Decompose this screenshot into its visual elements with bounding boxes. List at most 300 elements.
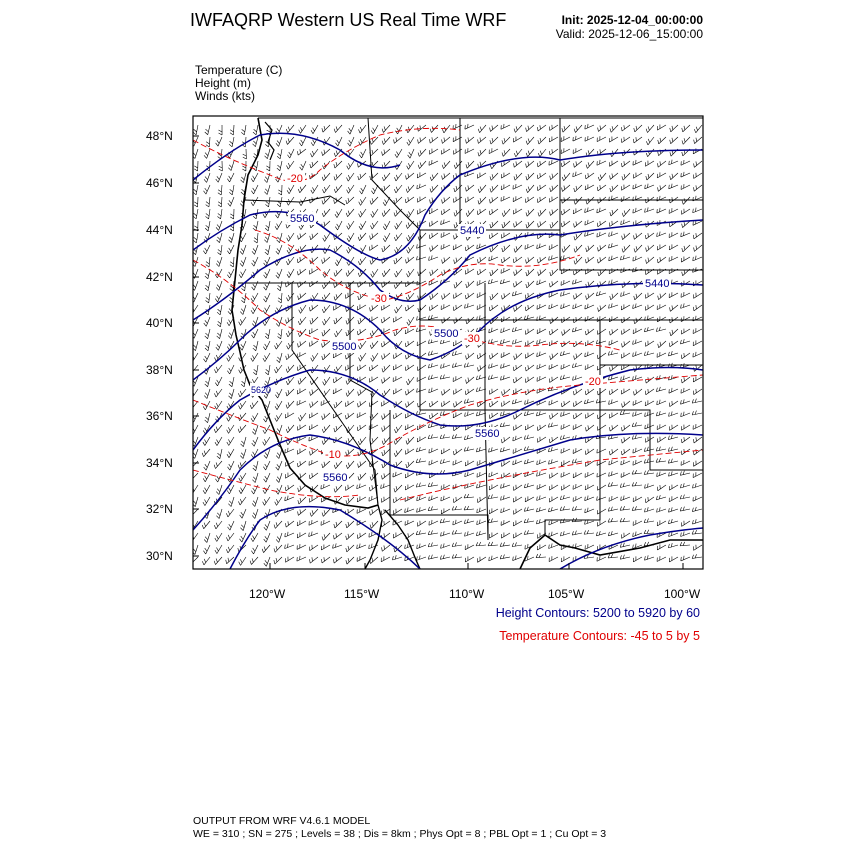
wind-barb — [632, 170, 642, 178]
wind-barb — [370, 207, 378, 217]
wind-barb — [608, 446, 618, 455]
wind-barb — [571, 278, 582, 284]
wind-barb — [465, 159, 474, 169]
wind-barb — [284, 410, 294, 418]
wind-barb — [440, 314, 450, 323]
wind-barb — [391, 554, 402, 560]
wind-barb — [214, 267, 222, 277]
wind-barb — [619, 554, 630, 560]
wind-barb — [584, 254, 594, 263]
wind-barb — [440, 398, 450, 407]
wind-barb — [499, 122, 510, 129]
wind-barb — [535, 458, 546, 465]
wind-barb — [205, 209, 210, 219]
wind-barb — [252, 460, 258, 471]
wind-barb — [668, 230, 678, 238]
wind-barb — [357, 471, 366, 481]
wind-barb — [285, 423, 294, 433]
wind-barb — [488, 219, 498, 229]
wind-barb — [368, 554, 378, 563]
wind-barb — [321, 291, 330, 301]
wind-barb — [523, 458, 534, 464]
wind-barb — [283, 494, 294, 501]
wind-barb — [547, 506, 558, 512]
wind-barb — [380, 470, 390, 479]
wind-barb — [451, 362, 462, 368]
wind-barb — [620, 386, 630, 394]
wind-barb — [284, 554, 294, 562]
wind-barb — [571, 458, 582, 464]
wind-barb — [633, 243, 642, 253]
wind-barb — [488, 291, 498, 301]
wind-barb — [476, 458, 486, 466]
wind-barb — [321, 531, 330, 541]
wind-barb — [320, 146, 330, 155]
wind-barb — [668, 326, 678, 335]
wind-barb — [525, 207, 534, 217]
wind-barb — [203, 148, 210, 159]
wind-barb — [584, 422, 594, 431]
wind-barb — [416, 266, 426, 275]
wind-barb — [296, 386, 306, 394]
wind-barb — [571, 374, 582, 381]
wind-barb — [463, 146, 474, 154]
wind-barb — [216, 256, 222, 267]
wind-barb — [427, 518, 438, 525]
wind-barb — [512, 350, 522, 359]
wind-barb — [583, 518, 594, 525]
wind-barb — [500, 230, 510, 238]
wind-barb — [607, 398, 618, 405]
wind-barb — [452, 374, 462, 382]
wind-barb — [499, 326, 510, 333]
wind-barb — [488, 530, 498, 538]
wind-barb — [464, 266, 474, 274]
wind-barb — [214, 435, 222, 445]
wind-barb — [643, 182, 654, 189]
wind-barb — [253, 364, 258, 374]
wind-barb — [355, 554, 366, 562]
wind-barb — [513, 123, 522, 133]
wind-barb — [488, 135, 498, 145]
model-config-footer: WE = 310 ; SN = 275 ; Levels = 38 ; Dis = 8km ; Phys Opt = 8 ; PBL Opt = 1 ; Cu Opt = 3 — [193, 828, 607, 840]
wind-barb — [357, 435, 366, 445]
wind-barb — [463, 410, 474, 417]
wind-barb — [499, 278, 510, 284]
wind-barb — [285, 159, 294, 169]
wind-barb — [285, 123, 294, 133]
wind-barb — [452, 290, 462, 298]
wind-barb — [631, 338, 642, 345]
wind-barb — [559, 446, 570, 453]
wind-barb — [536, 254, 546, 263]
wind-barb — [679, 338, 690, 344]
wind-barb — [217, 209, 222, 219]
wind-barb — [320, 123, 330, 133]
wind-barb — [251, 483, 258, 494]
wind-barb — [203, 316, 210, 327]
wind-barb — [548, 470, 558, 478]
wind-barb — [393, 231, 402, 241]
wind-barb — [512, 134, 522, 142]
wind-barb — [357, 231, 366, 241]
wind-barb — [380, 146, 390, 155]
wind-barb — [214, 375, 222, 386]
wind-barb — [512, 530, 522, 538]
wind-barb — [680, 350, 690, 359]
wind-barb — [500, 554, 510, 559]
wind-barb — [252, 472, 258, 483]
wind-barb — [405, 267, 414, 277]
wind-barb — [619, 482, 630, 488]
wind-barb — [561, 171, 570, 181]
wind-barb — [252, 496, 258, 507]
wind-barb — [693, 123, 702, 133]
wind-barb — [205, 340, 210, 350]
height-contour-labels — [250, 212, 671, 484]
wind-barb — [380, 398, 390, 406]
wind-barb — [296, 446, 306, 454]
wind-barb — [440, 506, 450, 514]
wind-barb — [415, 314, 426, 321]
wind-barb — [346, 219, 354, 229]
wind-barb — [332, 315, 342, 325]
wind-barb — [202, 495, 210, 505]
wind-barb — [275, 387, 282, 398]
wind-barb — [230, 209, 234, 219]
wind-barb — [416, 134, 426, 143]
wind-barb — [216, 448, 222, 459]
wind-barb — [344, 530, 354, 539]
wind-barb — [333, 291, 342, 301]
wind-barb — [499, 374, 510, 381]
wind-barb — [205, 197, 210, 207]
wind-barb — [583, 218, 594, 225]
wind-barb — [692, 230, 702, 239]
wind-barb — [308, 554, 318, 563]
wind-barb — [321, 315, 330, 325]
wind-barb — [535, 338, 546, 345]
wind-barb — [680, 542, 690, 546]
wind-barb — [263, 280, 270, 291]
wind-barb — [681, 135, 690, 145]
wind-barb — [547, 362, 558, 369]
wind-barb — [344, 194, 354, 203]
wind-barb — [620, 158, 630, 167]
wind-barb — [203, 352, 210, 363]
wind-barb — [308, 254, 318, 263]
wind-barb — [608, 482, 618, 487]
wind-barb — [441, 159, 450, 169]
wind-barb — [392, 194, 402, 203]
wind-barb — [230, 257, 234, 267]
wind-barb — [380, 494, 390, 502]
wind-barb — [335, 136, 342, 147]
wind-barb — [308, 386, 318, 395]
wind-barb — [608, 158, 618, 166]
wind-barb — [382, 219, 390, 229]
wind-barb — [333, 243, 342, 253]
wind-barb — [285, 363, 294, 373]
wind-barb — [202, 243, 210, 254]
wind-barb — [241, 124, 246, 134]
wind-barb — [213, 459, 222, 469]
wind-barb — [439, 374, 450, 379]
wind-barb — [226, 267, 234, 278]
wind-barb — [224, 554, 234, 563]
wind-barb — [488, 386, 498, 394]
wind-barb — [595, 494, 606, 501]
wind-barb — [512, 506, 522, 514]
wind-barb — [548, 278, 558, 287]
wind-barb — [620, 182, 630, 190]
wind-barb — [620, 134, 630, 142]
wind-barb — [523, 506, 534, 512]
wind-barb — [679, 410, 690, 417]
wind-barb — [548, 266, 558, 275]
wind-barb — [206, 137, 210, 147]
lon-label: 110°W — [449, 587, 485, 601]
wind-barb — [439, 362, 450, 369]
wind-barb — [572, 182, 582, 191]
wind-barb — [404, 278, 414, 287]
wind-barb — [632, 290, 642, 299]
wind-barb — [668, 134, 678, 143]
wind-barb — [656, 434, 666, 442]
wind-barb — [584, 326, 594, 335]
wind-barb — [228, 496, 234, 507]
wind-barb — [620, 398, 630, 407]
wind-barb — [440, 434, 450, 439]
height-label: 5560 — [475, 428, 500, 440]
wind-barb — [619, 494, 630, 501]
wind-barb — [463, 302, 474, 309]
wind-barb — [501, 135, 510, 145]
wind-barb — [278, 185, 282, 195]
lat-label: 38°N — [146, 363, 173, 377]
wind-barb — [393, 279, 402, 289]
wind-barb — [428, 218, 438, 226]
wind-barb — [535, 350, 546, 357]
wind-barb — [215, 340, 222, 351]
wind-barb — [416, 206, 426, 214]
wind-barb — [357, 255, 366, 265]
wind-barb — [680, 254, 690, 262]
wind-barb — [298, 123, 306, 133]
wind-barb — [596, 122, 606, 131]
wind-barb — [404, 326, 414, 334]
wind-barb — [238, 267, 246, 277]
wind-barb — [548, 182, 558, 191]
lon-label: 120°W — [249, 587, 286, 601]
wind-barb — [668, 554, 678, 562]
wind-barb — [667, 158, 678, 165]
wind-barb — [619, 374, 630, 381]
wind-barb — [668, 170, 678, 179]
wind-barb — [679, 170, 690, 177]
wind-barb — [321, 183, 330, 193]
wind-barb — [250, 543, 258, 554]
wind-barb — [229, 136, 234, 146]
wind-barb — [266, 161, 270, 171]
wind-barb — [439, 458, 450, 464]
wind-barb — [240, 304, 246, 315]
wind-barb — [229, 184, 234, 194]
wind-barb — [283, 446, 294, 453]
wind-barb — [631, 302, 642, 309]
wind-barb — [356, 422, 366, 431]
wind-barb — [464, 350, 474, 359]
wind-barb — [512, 494, 522, 502]
wind-barb — [251, 244, 258, 255]
wind-barb — [656, 122, 666, 130]
wind-barb — [536, 554, 546, 558]
wind-barb — [643, 446, 654, 452]
wind-barb — [488, 494, 498, 499]
wind-barb — [428, 134, 438, 143]
wind-barb — [404, 194, 414, 203]
lon-label: 115°W — [344, 587, 380, 601]
wind-barb — [524, 254, 534, 263]
wind-barb — [524, 350, 534, 358]
wind-barb — [571, 530, 582, 535]
wind-barb — [368, 230, 378, 239]
wind-barb — [285, 195, 294, 205]
wind-barb — [286, 231, 294, 241]
wind-barb — [668, 494, 678, 502]
wind-barb — [596, 194, 606, 203]
wind-barb — [370, 267, 378, 277]
wind-barb — [667, 434, 678, 440]
wind-barb — [524, 326, 534, 334]
wind-barb — [308, 422, 318, 430]
wind-barb — [524, 278, 534, 287]
wind-barb — [417, 147, 426, 157]
wind-barb — [406, 135, 414, 145]
wind-barb — [380, 242, 390, 251]
wind-barb — [488, 410, 498, 419]
wind-barb — [452, 494, 462, 503]
wind-barb — [464, 374, 474, 383]
wind-barb — [307, 518, 318, 525]
wind-barb — [299, 160, 306, 171]
wind-barb — [559, 410, 570, 417]
wind-barb — [512, 218, 522, 227]
wind-barb — [394, 123, 402, 134]
wind-barb — [607, 242, 618, 248]
wind-barb — [216, 280, 222, 291]
wind-barb — [547, 530, 558, 537]
wind-barb — [428, 530, 438, 535]
wind-barb — [264, 148, 270, 159]
wind-barb — [535, 518, 546, 524]
wind-barb — [679, 302, 690, 309]
wind-barb — [548, 482, 558, 490]
wind-barb — [596, 326, 606, 334]
wind-barb — [487, 338, 498, 344]
wind-barb — [560, 326, 570, 335]
wind-barb — [560, 206, 570, 215]
wind-barb — [631, 266, 642, 272]
wind-barb — [596, 362, 606, 370]
wind-barb — [548, 206, 558, 215]
wind-barb — [644, 194, 654, 203]
wind-barb — [252, 424, 258, 435]
wind-barb — [295, 554, 306, 561]
wind-barb — [392, 386, 402, 394]
wind-barb — [429, 171, 438, 181]
wind-barb — [251, 280, 258, 291]
wind-barb — [275, 244, 282, 255]
wind-barb — [692, 158, 702, 167]
wind-barb — [429, 123, 438, 133]
wind-barb — [190, 303, 198, 313]
wind-barb — [679, 158, 690, 165]
wind-barb — [537, 147, 546, 157]
wind-barb — [547, 254, 558, 261]
wind-barb — [439, 494, 450, 501]
wind-barb — [585, 159, 594, 169]
wind-barb — [356, 302, 366, 310]
wind-barb — [452, 542, 462, 547]
wind-barb — [216, 508, 222, 519]
wind-barb — [620, 362, 630, 370]
wind-barb — [333, 123, 342, 133]
wind-barb — [416, 302, 426, 311]
wind-barb — [237, 459, 246, 469]
wind-barb — [463, 362, 474, 368]
wind-barb — [416, 338, 426, 346]
wind-barb — [536, 170, 546, 179]
lat-label: 48°N — [146, 129, 173, 143]
wind-barb — [263, 556, 270, 567]
wind-barb — [656, 182, 666, 191]
wind-barb — [668, 194, 678, 203]
wind-barb — [655, 218, 666, 226]
wind-barb — [571, 170, 582, 177]
wind-barb — [692, 386, 702, 395]
wind-barb — [215, 136, 222, 147]
wind-barb — [253, 124, 258, 134]
temp-label: -30 — [371, 293, 387, 305]
wind-barb — [321, 303, 330, 313]
wind-barb — [608, 518, 618, 523]
wind-barb — [249, 399, 258, 409]
wind-barb — [501, 147, 510, 157]
wind-barb — [321, 171, 330, 181]
wind-barb — [239, 532, 246, 543]
wind-barb — [274, 495, 282, 505]
wind-barb — [344, 398, 354, 406]
wind-barb — [631, 350, 642, 357]
wind-barb — [535, 242, 546, 249]
wind-barb — [296, 458, 306, 467]
wind-barb — [536, 326, 546, 334]
wind-barb — [416, 518, 426, 526]
wind-barb — [524, 494, 534, 502]
wind-barb — [308, 266, 318, 274]
wind-barb — [691, 494, 702, 501]
wind-barb — [511, 338, 522, 344]
wind-barb — [680, 266, 690, 275]
wind-barb — [548, 338, 558, 346]
wind-barb — [511, 290, 522, 296]
wind-barb — [463, 434, 474, 440]
wind-barb — [644, 302, 654, 310]
wind-barb — [607, 506, 618, 512]
wind-barb — [475, 314, 486, 321]
wind-barb — [523, 482, 534, 488]
